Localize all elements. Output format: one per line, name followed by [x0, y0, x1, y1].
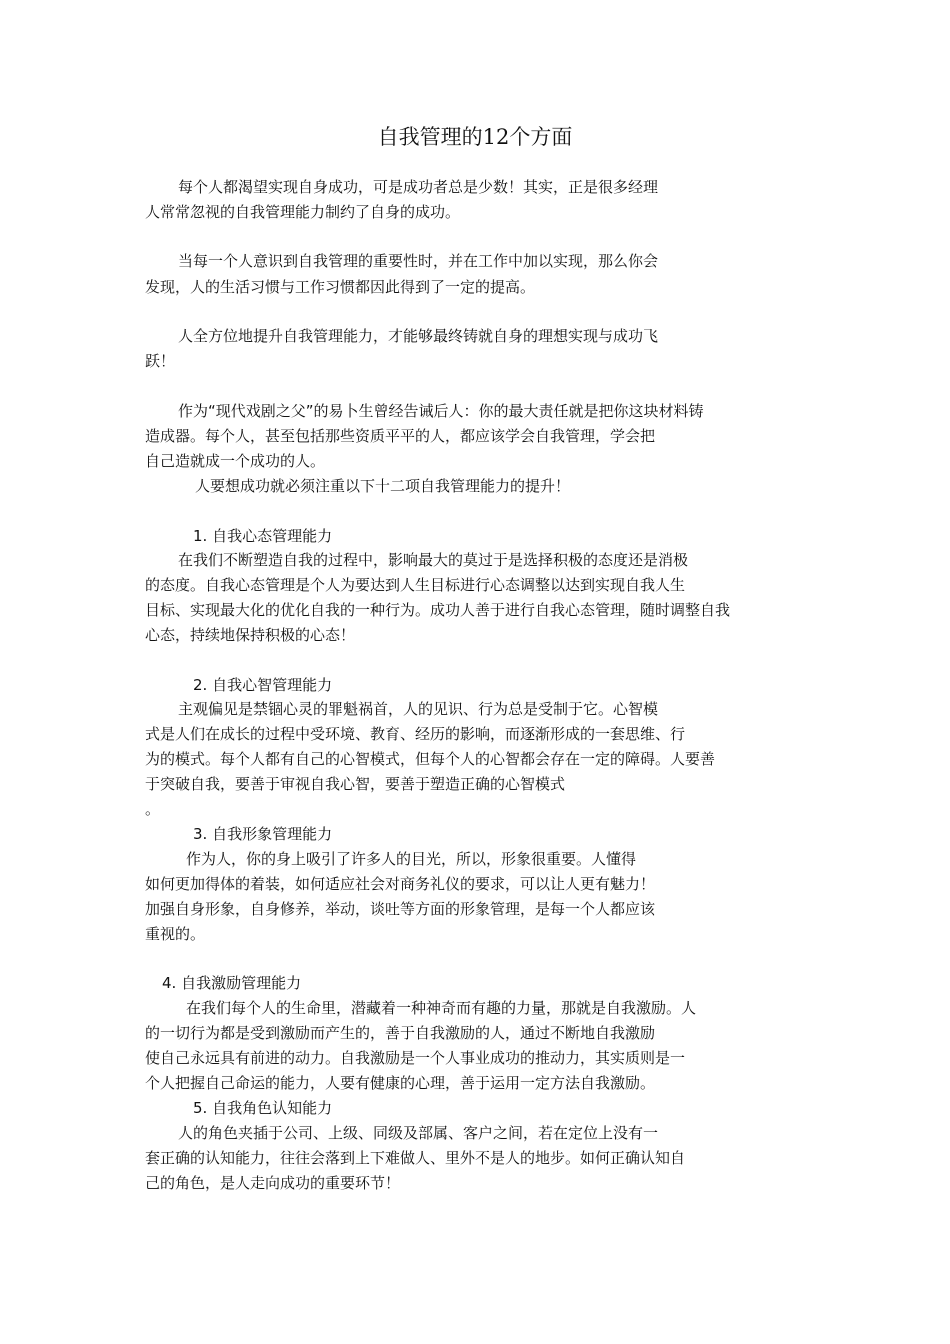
paragraph-line: 人全方位地提升自我管理能力，才能够最终铸就自身的理想实现与成功飞 [178, 327, 659, 345]
paragraph-line: 当每一个人意识到自我管理的重要性时，并在工作中加以实现，那么你会 [178, 252, 659, 270]
paragraph-line: 主观偏见是禁锢心灵的罪魁祸首，人的见识、行为总是受制于它。心智模 [178, 700, 659, 718]
paragraph-line: 目标、实现最大化的优化自我的一种行为。成功人善于进行自我心态管理，随时调整自我 [145, 601, 731, 619]
paragraph-line: 个人把握自己命运的能力，人要有健康的心理，善于运用一定方法自我激励。 [145, 1074, 656, 1092]
paragraph-line: 人要想成功就必须注重以下十二项自我管理能力的提升！ [195, 477, 571, 495]
section-heading: 1. 自我心态管理能力 [193, 527, 333, 545]
paragraph-line: 跃！ [145, 352, 176, 370]
paragraph-line: 发现，人的生活习惯与工作习惯都因此得到了一定的提高。 [145, 278, 536, 296]
section-heading: 2. 自我心智管理能力 [193, 676, 333, 694]
paragraph-line: 的态度。自我心态管理是个人为要达到人生目标进行心态调整以达到实现自我人生 [145, 576, 686, 594]
paragraph-line: 人的角色夹插于公司、上级、同级及部属、客户之间，若在定位上没有一 [178, 1124, 659, 1142]
document-title: 自我管理的12个方面 [377, 125, 573, 149]
section-heading: 4. 自我激励管理能力 [162, 974, 302, 992]
paragraph-line: 如何更加得体的着装，如何适应社会对商务礼仪的要求，可以让人更有魅力！ [145, 875, 656, 893]
paragraph-line: 人常常忽视的自我管理能力制约了自身的成功。 [145, 203, 461, 221]
paragraph-line: 为的模式。每个人都有自己的心智模式，但每个人的心智都会存在一定的障碍。人要善 [145, 750, 716, 768]
section-heading: 5. 自我角色认知能力 [193, 1099, 333, 1117]
paragraph-line: 己的角色，是人走向成功的重要环节！ [145, 1174, 401, 1192]
paragraph-line: 重视的。 [145, 925, 206, 943]
paragraph-line: 心态，持续地保持积极的心态！ [145, 626, 356, 644]
paragraph-line: 的一切行为都是受到激励而产生的，善于自我激励的人，通过不断地自我激励 [145, 1024, 656, 1042]
paragraph-line: 于突破自我，要善于审视自我心智，要善于塑造正确的心智模式 [145, 775, 566, 793]
section-heading: 3. 自我形象管理能力 [193, 825, 333, 843]
paragraph-line: 加强自身形象，自身修养，举动，谈吐等方面的形象管理，是每一个人都应该 [145, 900, 656, 918]
paragraph-line: 作为“现代戏剧之父”的易卜生曾经告诫后人：你的最大责任就是把你这块材料铸 [178, 402, 704, 420]
paragraph-line: 套正确的认知能力，往往会落到上下难做人、里外不是人的地步。如何正确认知自 [145, 1149, 686, 1167]
paragraph-line: 造成器。每个人，甚至包括那些资质平平的人，都应该学会自我管理，学会把 [145, 427, 656, 445]
paragraph-line: 。 [145, 800, 161, 818]
paragraph-line: 在我们每个人的生命里，潜藏着一种神奇而有趣的力量，那就是自我激励。人 [186, 999, 697, 1017]
paragraph-line: 使自己永远具有前进的动力。自我激励是一个人事业成功的推动力，其实质则是一 [145, 1049, 686, 1067]
paragraph-line: 在我们不断塑造自我的过程中，影响最大的莫过于是选择积极的态度还是消极 [178, 551, 689, 569]
paragraph-line: 式是人们在成长的过程中受环境、教育、经历的影响，而逐渐形成的一套思维、行 [145, 725, 686, 743]
paragraph-line: 自己造就成一个成功的人。 [145, 452, 326, 470]
paragraph-line: 每个人都渴望实现自身成功，可是成功者总是少数！其实，正是很多经理 [178, 178, 659, 196]
paragraph-line: 作为人，你的身上吸引了许多人的目光，所以，形象很重要。人懂得 [186, 850, 637, 868]
